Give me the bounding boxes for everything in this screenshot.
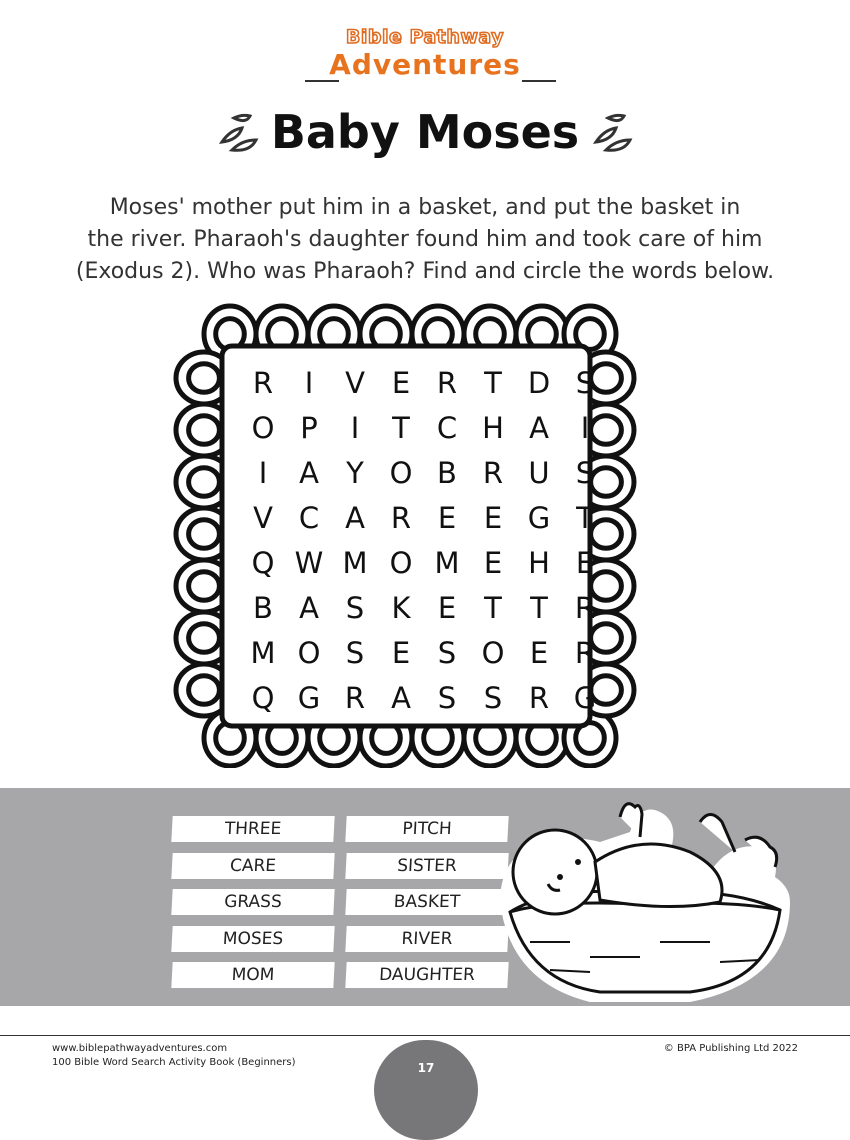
word-bank-item: MOSES: [171, 926, 334, 952]
grid-letter[interactable]: S: [345, 590, 365, 625]
grid-letter[interactable]: S: [437, 680, 457, 715]
word-bank-item: MOM: [171, 962, 334, 988]
grid-row: [240, 585, 610, 630]
instructions-line: the river. Pharaoh's daughter found him and took care of him: [87, 227, 763, 252]
grid-letter[interactable]: S: [345, 635, 365, 670]
word-bank-item: SISTER: [345, 853, 508, 879]
footer-copyright: © BPA Publishing Ltd 2022: [663, 1043, 798, 1054]
grid-letter[interactable]: T: [392, 410, 410, 445]
grid-letter[interactable]: O: [481, 635, 505, 670]
grid-letter[interactable]: I: [304, 365, 314, 400]
grid-letter[interactable]: S: [575, 365, 595, 400]
grid-letter[interactable]: S: [575, 455, 595, 490]
instructions-line: (Exodus 2). Who was Pharaoh? Find and circle the words below.: [75, 259, 775, 284]
grid-letter[interactable]: M: [342, 545, 368, 580]
grid-letter[interactable]: Q: [251, 680, 275, 715]
grid-row: [240, 495, 610, 540]
grid-letter[interactable]: R: [482, 455, 504, 490]
grid-row: [240, 630, 610, 675]
grid-letter[interactable]: G: [297, 680, 321, 715]
grid-letter[interactable]: C: [298, 500, 320, 535]
grid-letter[interactable]: C: [436, 410, 458, 445]
grid-row: [240, 360, 610, 405]
word-bank-item: GRASS: [171, 889, 334, 915]
grid-letter[interactable]: T: [484, 365, 502, 400]
grid-letter[interactable]: I: [350, 410, 360, 445]
word-bank-item: PITCH: [345, 816, 508, 842]
page-number: 17: [417, 1061, 435, 1075]
grid-row: [240, 450, 610, 495]
grid-row: [240, 675, 610, 720]
grid-letter[interactable]: E: [437, 500, 457, 535]
grid-letter[interactable]: R: [252, 365, 274, 400]
grid-letter[interactable]: E: [437, 590, 457, 625]
logo-text-top: Bible Pathway: [345, 26, 505, 48]
grid-letter[interactable]: S: [483, 680, 503, 715]
grid-letter[interactable]: K: [391, 590, 411, 625]
grid-row: [240, 540, 610, 585]
footer-book-title: 100 Bible Word Search Activity Book (Beginners): [52, 1057, 296, 1068]
grid-letter[interactable]: R: [574, 635, 596, 670]
grid-letter[interactable]: T: [530, 590, 548, 625]
grid-letter[interactable]: D: [527, 365, 551, 400]
grid-letter[interactable]: B: [253, 590, 273, 625]
word-search-grid: [240, 360, 610, 720]
grid-row: [240, 405, 610, 450]
grid-letter[interactable]: R: [574, 590, 596, 625]
grid-letter[interactable]: T: [484, 590, 502, 625]
grid-letter[interactable]: I: [580, 410, 590, 445]
word-bank-item: BASKET: [345, 889, 508, 915]
grid-letter[interactable]: H: [528, 545, 550, 580]
grid-letter[interactable]: H: [482, 410, 504, 445]
grid-letter[interactable]: V: [345, 365, 365, 400]
baby-moses-basket-illustration: [490, 792, 810, 1007]
word-bank-item: DAUGHTER: [345, 962, 508, 988]
grid-letter[interactable]: O: [251, 410, 275, 445]
grid-letter[interactable]: O: [389, 545, 413, 580]
grid-letter[interactable]: E: [483, 500, 503, 535]
grid-letter[interactable]: E: [391, 365, 411, 400]
grid-letter[interactable]: V: [253, 500, 273, 535]
instructions: [30, 192, 820, 288]
grid-letter[interactable]: S: [437, 635, 457, 670]
grid-letter[interactable]: W: [294, 545, 324, 580]
grid-letter[interactable]: E: [529, 635, 549, 670]
footer-website: www.biblepathwayadventures.com: [52, 1043, 228, 1054]
grid-letter[interactable]: O: [297, 635, 321, 670]
grid-letter[interactable]: P: [300, 410, 318, 445]
word-bank-item: RIVER: [345, 926, 508, 952]
leaf-icon-right: [590, 112, 634, 152]
grid-letter[interactable]: B: [437, 455, 457, 490]
grid-letter[interactable]: E: [391, 635, 411, 670]
grid-letter[interactable]: I: [258, 455, 268, 490]
grid-letter[interactable]: R: [436, 365, 458, 400]
grid-letter[interactable]: A: [299, 590, 319, 625]
grid-letter[interactable]: T: [576, 500, 594, 535]
grid-letter[interactable]: E: [483, 545, 503, 580]
instructions-line: Moses' mother put him in a basket, and put the basket in: [109, 195, 741, 220]
word-bank-item: CARE: [171, 853, 334, 879]
page-number-tab: [374, 1040, 478, 1140]
grid-letter[interactable]: R: [344, 680, 366, 715]
logo-text-main: Adventures: [329, 48, 521, 81]
leaf-icon-left: [216, 112, 260, 152]
grid-letter[interactable]: A: [299, 455, 319, 490]
title-row: [0, 105, 850, 165]
grid-letter[interactable]: Y: [346, 455, 364, 490]
footer-divider: [0, 1035, 850, 1036]
grid-letter[interactable]: O: [389, 455, 413, 490]
grid-letter[interactable]: E: [575, 545, 595, 580]
grid-letter[interactable]: A: [529, 410, 549, 445]
grid-letter[interactable]: G: [527, 500, 551, 535]
grid-letter[interactable]: G: [573, 680, 597, 715]
grid-letter[interactable]: A: [345, 500, 365, 535]
grid-letter[interactable]: R: [390, 500, 412, 535]
grid-letter[interactable]: M: [434, 545, 460, 580]
page-title: Baby Moses: [270, 105, 580, 159]
grid-letter[interactable]: A: [391, 680, 411, 715]
word-bank-item: THREE: [171, 816, 334, 842]
grid-letter[interactable]: Q: [251, 545, 275, 580]
grid-letter[interactable]: M: [250, 635, 276, 670]
grid-letter[interactable]: U: [528, 455, 550, 490]
grid-letter[interactable]: R: [528, 680, 550, 715]
